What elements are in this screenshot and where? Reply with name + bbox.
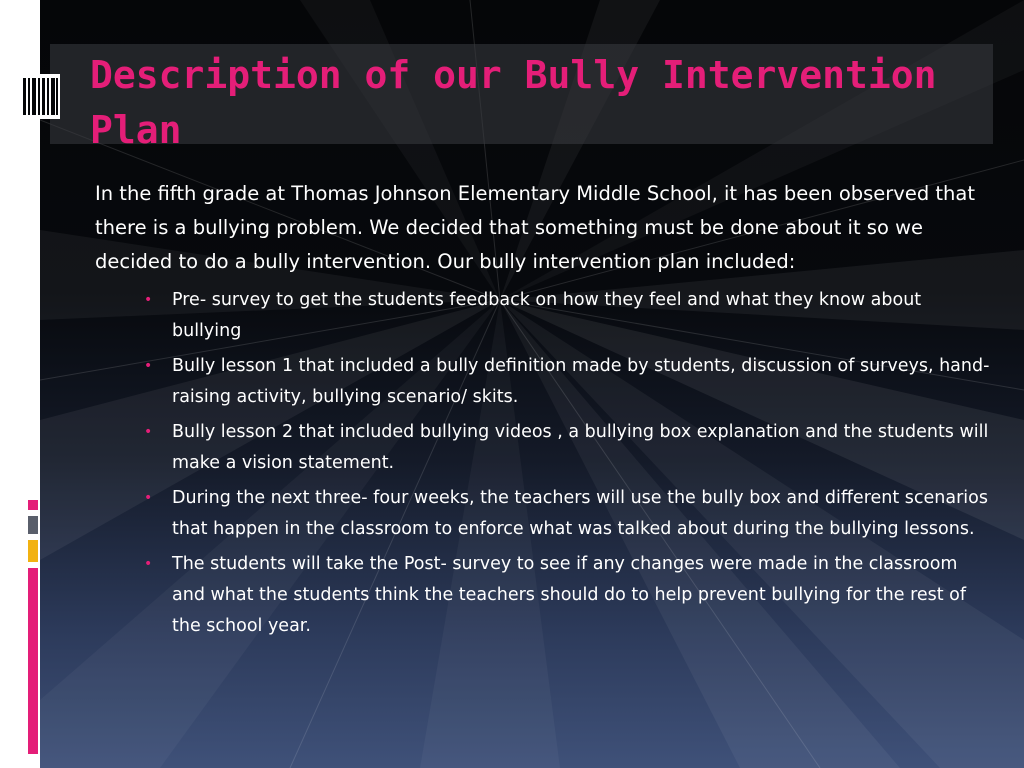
bullet-marker: • bbox=[144, 556, 153, 572]
slide-body bbox=[95, 177, 995, 646]
bullet-marker: • bbox=[144, 358, 153, 374]
bullet-marker: • bbox=[144, 292, 153, 308]
bullet-marker: • bbox=[144, 424, 153, 440]
intro-paragraph: In the fifth grade at Thomas Johnson Elementary Middle School, it has been observed that there is a bullying problem. We decided that something must be done about it so we decided to do a bully intervention. Our bully intervention plan included: bbox=[95, 182, 976, 273]
list-item bbox=[144, 483, 995, 545]
strip-gold bbox=[28, 540, 38, 562]
list-item bbox=[144, 417, 995, 479]
list-item bbox=[144, 285, 995, 347]
bullet-text: Bully lesson 1 that included a bully definition made by students, discussion of surveys, hand-raising activity, bullying scenario/ skits. bbox=[172, 356, 990, 407]
slide-title: Description of our Bully Intervention Plan bbox=[90, 53, 937, 152]
title-bars-icon bbox=[20, 74, 60, 119]
bullet-text: Pre- survey to get the students feedback on how they feel and what they know about bullying bbox=[172, 290, 922, 341]
list-item bbox=[144, 351, 995, 413]
bullet-text: Bully lesson 2 that included bullying videos , a bullying box explanation and the students will make a vision statement. bbox=[172, 422, 989, 473]
list-item bbox=[144, 549, 995, 642]
bullet-marker: • bbox=[144, 490, 153, 506]
strip-pink-long bbox=[28, 568, 38, 754]
strip-pink-top bbox=[28, 500, 38, 510]
bullet-list bbox=[95, 285, 995, 642]
bullet-text: The students will take the Post- survey to see if any changes were made in the classroom and what the students think the teachers should do to help prevent bullying for the rest of the school year. bbox=[172, 554, 967, 636]
bullet-text: During the next three- four weeks, the teachers will use the bully box and different scenarios that happen in the classroom to enforce what was talked about during the bullying lessons. bbox=[172, 488, 988, 539]
strip-gray bbox=[28, 516, 38, 534]
